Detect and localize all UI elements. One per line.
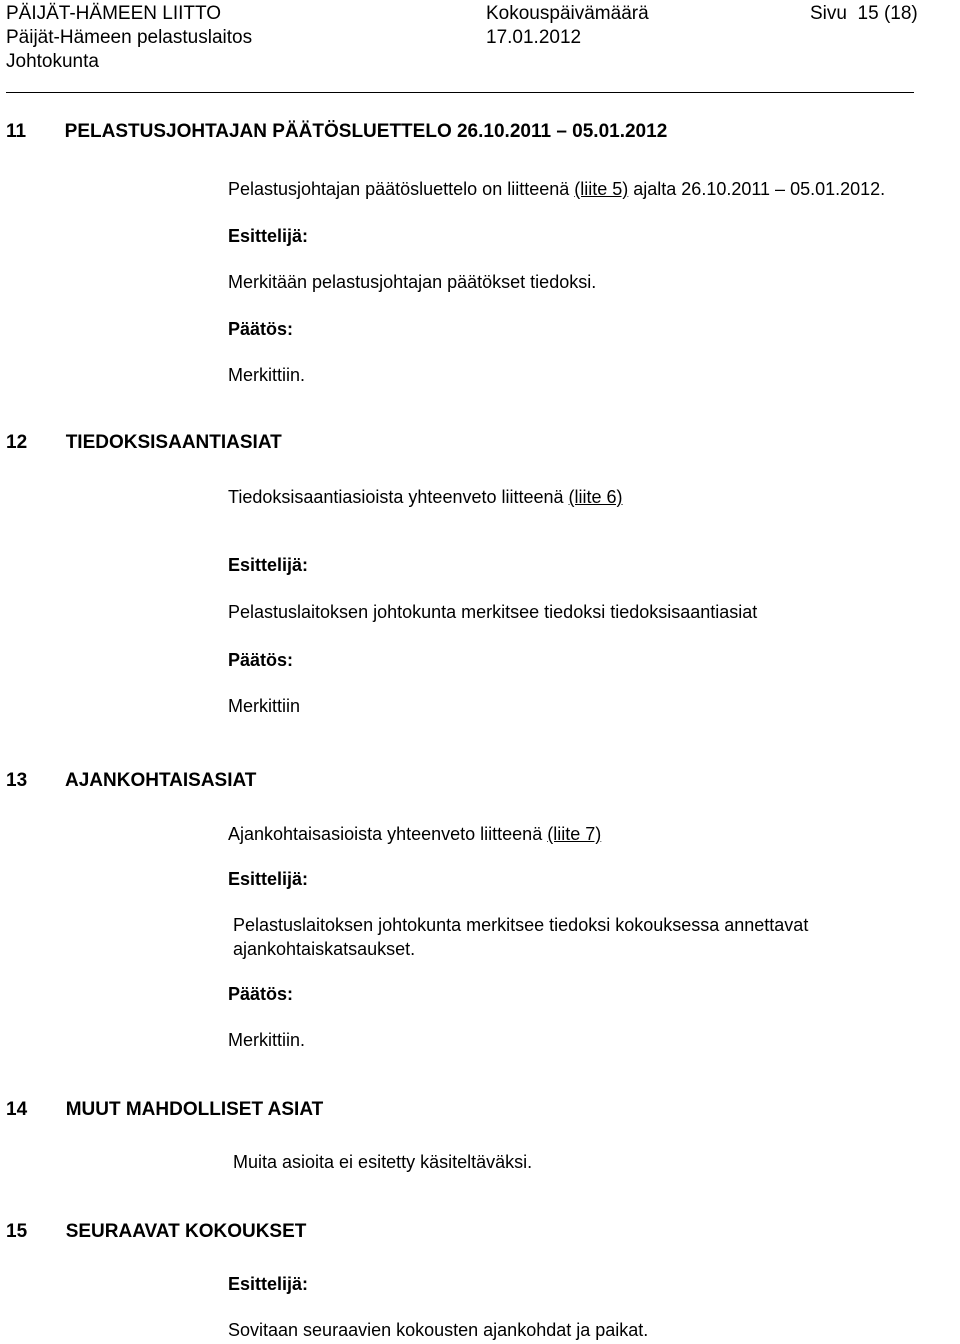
attachment-link[interactable]: (liite 7): [547, 824, 602, 844]
section-11-heading: [6, 122, 667, 141]
attachment-link[interactable]: (liite 6): [568, 487, 623, 507]
intro-text: Tiedoksisaantiasioista yhteenveto liitteenä: [228, 487, 569, 507]
decision-text: Merkittiin: [228, 696, 301, 716]
section-number: 15: [6, 1221, 28, 1242]
section-title: SEURAAVAT KOKOUKSET: [65, 1221, 307, 1242]
header-rule: [6, 92, 914, 93]
decision-label: Päätös:: [228, 650, 294, 670]
section-11-intro: [228, 180, 885, 198]
decision-label: Päätös:: [228, 984, 294, 1004]
meeting-date: 17.01.2012: [486, 27, 582, 48]
proposal-text-line-2: ajankohtaiskatsaukset.: [233, 939, 416, 959]
presenter-label: Esittelijä:: [228, 1274, 309, 1294]
page-word: Sivu: [810, 3, 847, 24]
section-12-intro: [228, 488, 623, 506]
section-title: TIEDOKSISAANTIASIAT: [65, 432, 282, 453]
intro-text: Ajankohtaisasioista yhteenveto liitteenä: [228, 824, 548, 844]
intro-text-end: ajalta 26.10.2011 – 05.01.2012.: [628, 179, 886, 199]
presenter-label: Esittelijä:: [228, 869, 309, 889]
section-number: 14: [6, 1099, 28, 1120]
section-15-heading: [6, 1222, 306, 1241]
department-name: Päijät-Hämeen pelastuslaitos: [6, 27, 253, 48]
proposal-text: Merkitään pelastusjohtajan päätökset tiedoksi.: [228, 272, 597, 292]
section-number: 13: [6, 770, 28, 791]
section-14-heading: [6, 1100, 323, 1119]
page-number: 15: [857, 3, 879, 24]
presenter-label: Esittelijä:: [228, 226, 309, 246]
org-name: PÄIJÄT-HÄMEEN LIITTO: [6, 3, 222, 24]
section-14-text: Muita asioita ei esitetty käsiteltäväksi.: [233, 1152, 533, 1172]
section-13-intro: [228, 825, 601, 843]
page-indicator: [810, 4, 918, 23]
decision-text: Merkittiin.: [228, 365, 306, 385]
section-title: AJANKOHTAISASIAT: [65, 770, 257, 791]
section-12-heading: [6, 433, 282, 452]
presenter-label: Esittelijä:: [228, 555, 309, 575]
section-number: 12: [6, 432, 28, 453]
decision-text: Merkittiin.: [228, 1030, 306, 1050]
section-title: PELASTUSJOHTAJAN PÄÄTÖSLUETTELO 26.10.2011 – 05.01.2012: [64, 121, 668, 142]
proposal-text: Pelastuslaitoksen johtokunta merkitsee tiedoksi tiedoksisaantiasiat: [228, 602, 758, 622]
section-title: MUUT MAHDOLLISET ASIAT: [65, 1099, 324, 1120]
decision-label: Päätös:: [228, 319, 294, 339]
proposal-text: Sovitaan seuraavien kokousten ajankohdat ja paikat.: [228, 1320, 649, 1340]
section-number: 11: [6, 121, 27, 142]
proposal-text-line-1: Pelastuslaitoksen johtokunta merkitsee tiedoksi kokouksessa annettavat: [233, 915, 809, 935]
section-13-heading: [6, 771, 256, 790]
intro-text: Pelastusjohtajan päätösluettelo on liitteenä: [228, 179, 575, 199]
board-name: Johtokunta: [6, 51, 99, 72]
attachment-link[interactable]: (liite 5): [574, 179, 629, 199]
meeting-date-label: Kokouspäivämäärä: [486, 3, 649, 24]
page-total: (18): [883, 3, 918, 24]
